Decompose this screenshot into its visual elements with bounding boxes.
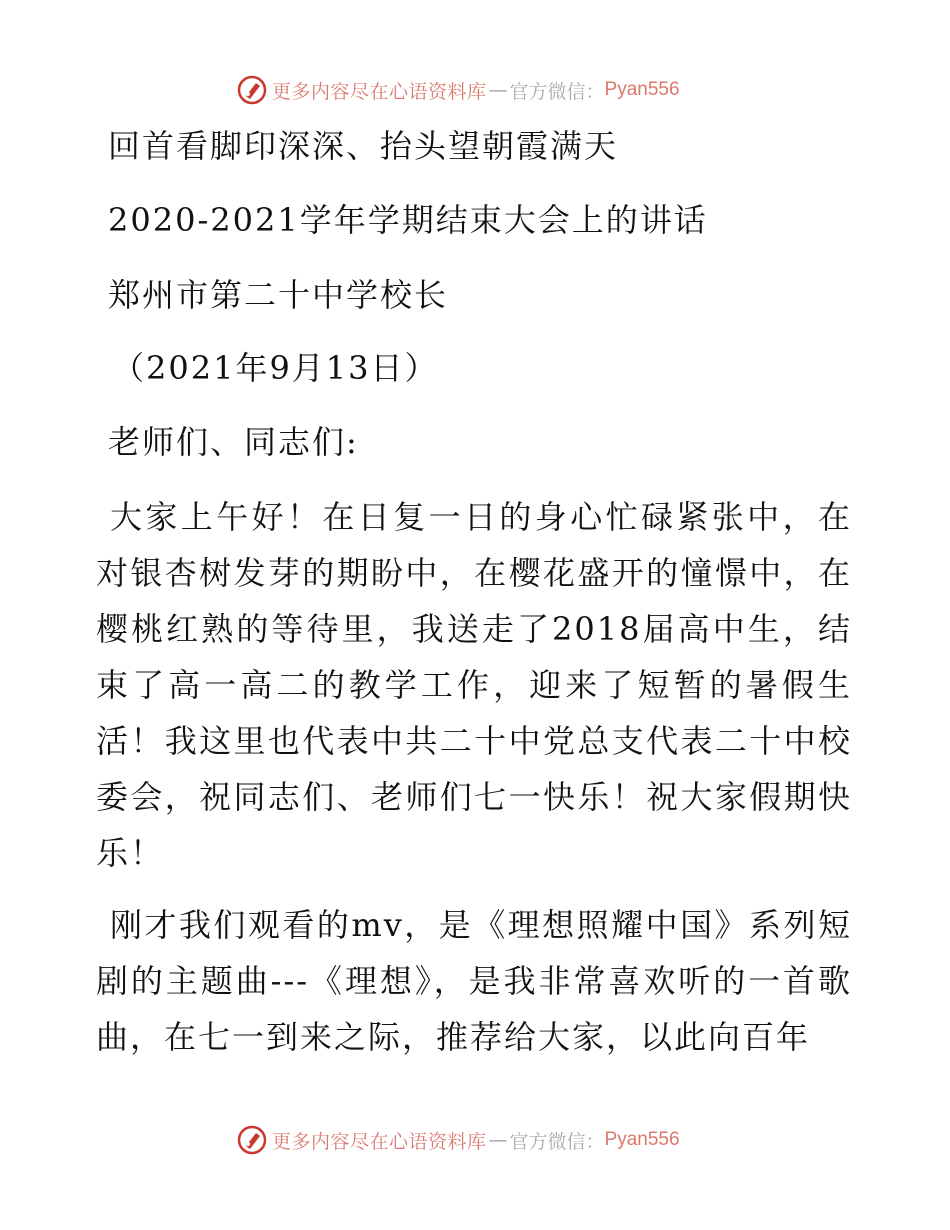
document-subtitle: 2020-2021学年学期结束大会上的讲话 [108,201,708,239]
watermark-wechat-id: Pyan556 [604,79,680,100]
watermark-wechat-label: 官方微信： [509,80,605,103]
document-date: （2021年9月13日） [112,349,439,387]
document-speaker: 郑州市第二十中学校长 [108,276,449,314]
watermark-wechat-id: Pyan556 [604,1129,680,1150]
watermark-separator: — [488,1129,508,1151]
document-salutation: 老师们、同志们: [108,423,359,461]
watermark-separator: — [488,79,508,101]
watermark-text: 更多内容尽在心语资料库 [272,1130,487,1153]
document-title: 回首看脚印深深、抬头望朝霞满天 [108,127,619,165]
pen-nib-icon [236,1124,268,1156]
pen-nib-icon [236,74,268,106]
watermark-text: 更多内容尽在心语资料库 [272,80,487,103]
watermark-header [236,72,680,108]
watermark-footer [236,1122,680,1158]
body-paragraph: 大家上午好！在日复一日的身心忙碌紧张中，在对银杏树发芽的期盼中，在樱花盛开的憧憬中，在樱桃红熟的等待里，我送走了2018届高中生，结束了高一高二的教学工作，迎来了短暂的暑假生活！我这里也代表中共二十中党总支代表二十中校委会，祝同志们、老师们七一快乐！祝大家假期快乐！ [96,498,852,872]
watermark-wechat-label: 官方微信： [509,1130,605,1153]
body-paragraph: 刚才我们观看的mv，是《理想照耀中国》系列短剧的主题曲---《理想》，是我非常喜欢听的一首歌曲，在七一到来之际，推荐给大家，以此向百年 [96,906,852,1056]
